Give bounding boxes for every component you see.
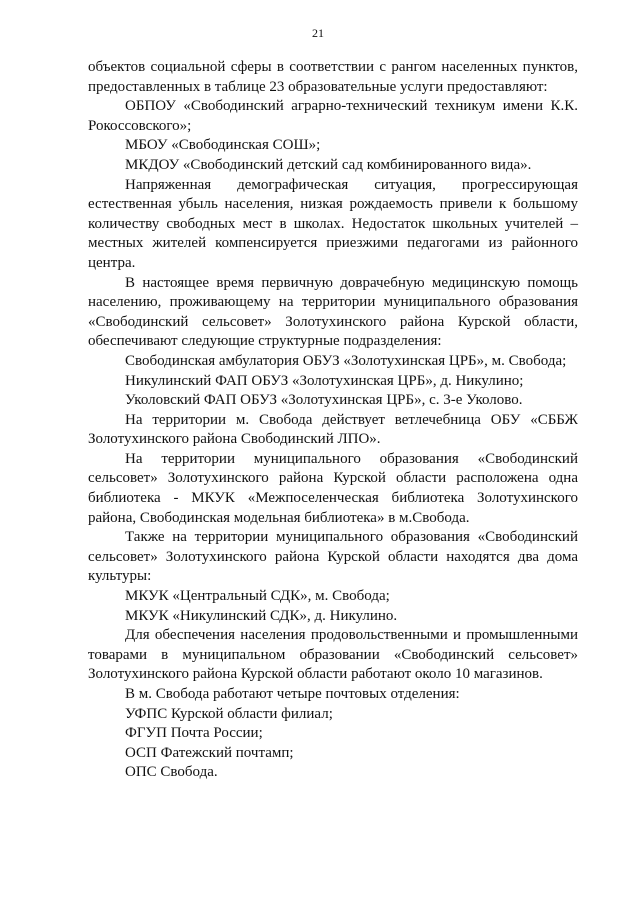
body-paragraph: На территории муниципального образования «Свободинский сельсовет» Золотухинского района Курской области расположена одна библиотека - МКУК «Межпоселенческая библиотека Золотухинского района, Свободинская модельная библиотека» в м.Свобода. xyxy=(88,450,578,526)
list-item-paragraph: ОПС Свобода. xyxy=(125,764,218,781)
body-paragraph: В настоящее время первичную доврачебную медицинскую помощь населению, проживающему на территории муниципального образования «Свободинский сельсовет» Золотухинского района Курской области, обеспечивают следующие структурные подразделения: xyxy=(88,274,578,350)
body-paragraph: Напряженная демографическая ситуация, прогрессирующая естественная убыль населения, низкая рождаемость привели к большому количеству свободных мест в школах. Недостаток школьных учителей – местных жителей компенсируется приезжими педагогами из районного центра. xyxy=(88,176,578,271)
document-body xyxy=(88,58,578,783)
body-paragraph: ОБПОУ «Свободинский аграрно-технический техникум имени К.К. Рокоссовского»; xyxy=(88,98,578,134)
body-paragraph: объектов социальной сферы в соответствии с рангом населенных пунктов, предоставленных в таблице 23 образовательные услуги предоставляют: xyxy=(88,59,578,95)
list-item-paragraph: УФПС Курской области филиал; xyxy=(125,705,333,722)
list-item-paragraph: МКУК «Никулинский СДК», д. Никулино. xyxy=(125,607,398,624)
body-paragraph: На территории м. Свобода действует ветлечебница ОБУ «СББЖ Золотухинского района Свободинский ЛПО». xyxy=(88,411,578,448)
list-item-paragraph: В м. Свобода работают четыре почтовых отделения: xyxy=(125,686,460,702)
body-paragraph: Для обеспечения населения продовольственными и промышленными товарами в муниципальном образовании «Свободинский сельсовет» Золотухинского района Курской области работают около 10 магазинов. xyxy=(88,627,578,683)
list-item-paragraph: МКДОУ «Свободинский детский сад комбинированного вида». xyxy=(125,156,532,173)
list-item-paragraph: МБОУ «Свободинская СОШ»; xyxy=(125,137,321,154)
body-paragraph: Также на территории муниципального образования «Свободинский сельсовет» Золотухинского района Курской области находятся два дома культуры: xyxy=(88,529,578,585)
page-number: 21 xyxy=(312,26,324,40)
list-item-paragraph: ОСП Фатежский почтамп; xyxy=(125,744,294,761)
list-item-paragraph: ФГУП Почта России; xyxy=(125,725,263,742)
list-item-paragraph: Никулинский ФАП ОБУЗ «Золотухинская ЦРБ», д. Никулино; xyxy=(125,372,524,389)
list-item-paragraph: МКУК «Центральный СДК», м. Свобода; xyxy=(125,588,390,605)
list-item-paragraph: Свободинская амбулатория ОБУЗ «Золотухинская ЦРБ», м. Свобода; xyxy=(125,352,567,369)
list-item-paragraph: Уколовский ФАП ОБУЗ «Золотухинская ЦРБ», с. 3-е Уколово. xyxy=(125,392,523,409)
